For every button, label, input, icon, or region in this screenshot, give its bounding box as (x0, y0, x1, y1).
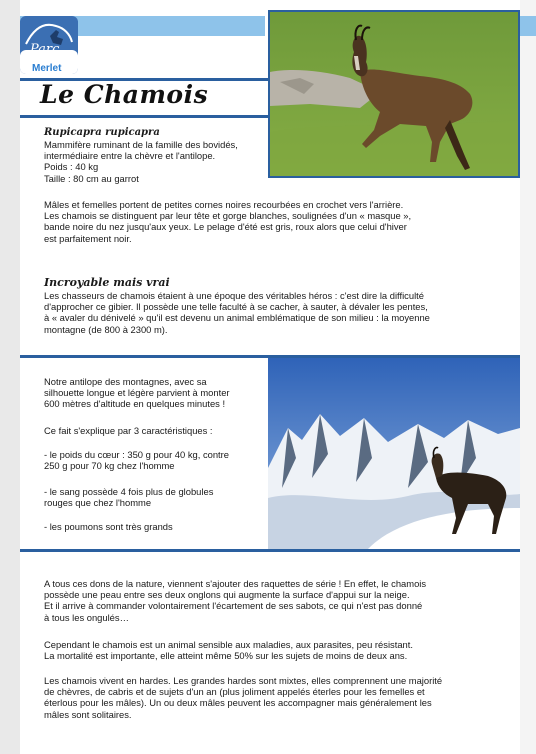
bottom-line: possède une peau entre ses deux onglons qui augmente la surface d'appui sur la neige. (44, 589, 410, 601)
photo-chamois-snow (268, 358, 520, 549)
header-band-right (520, 16, 536, 36)
bullet-line: - les poumons sont très grands (44, 521, 173, 532)
bullet-line: - le sang possède 4 fois plus de globules (44, 486, 214, 497)
bottom-line: de chèvres, de cabris et de sujets d'un an (plus joliment appelés éterles pour les femelles et (44, 686, 425, 698)
description-text (44, 199, 514, 244)
section2-line: d'approcher ce gibier. Il possède une telle faculté à se cacher, à sauter, à dévaler les pentes, (44, 301, 428, 313)
bullet-line: - le poids du cœur : 350 g pour 40 kg, contre (44, 449, 229, 460)
logo-name: Parc (30, 42, 60, 57)
section2-line: montagne (de 800 à 2300 m). (44, 323, 168, 335)
middle-intro (44, 376, 266, 410)
description-line: Mâles et femelles portent de petites cornes noires recourbées en crochet vers l'arrière. (44, 199, 404, 210)
page-title: Le Chamois (40, 80, 209, 109)
bottom-line: à tous les ongulés… (44, 611, 129, 623)
bottom-paragraph-1 (44, 578, 514, 623)
description-line: bande noire du nez jusqu'aux yeux. Le pelage d'été est gris, roux alors que celui d'hiver (44, 221, 407, 233)
intro-line: intermédiaire entre la chèvre et l'antilope. (44, 150, 216, 162)
logo-subname: Merlet (32, 63, 62, 74)
bottom-line: A tous ces dons de la nature, viennent s'ajouter des raquettes de série ! En effet, le chamois (44, 578, 427, 589)
page-margin (520, 0, 536, 754)
bullet-lungs (44, 521, 266, 532)
bottom-paragraph-2 (44, 639, 514, 661)
intro-line: Taille : 80 cm au garrot (44, 172, 139, 184)
middle-lead: Ce fait s'explique par 3 caractéristiques : (44, 425, 213, 436)
description-line: Les chamois se distinguent par leur tête et gorge blanches, soulignées d'un « masque », (44, 210, 412, 222)
middle-line: silhouette longue et légère parvient à monter (44, 387, 230, 399)
section2-text (44, 290, 514, 335)
section-title-incroyable: Incroyable mais vrai (44, 276, 170, 289)
photo-chamois-grass (268, 10, 520, 178)
description-line: est parfaitement noir. (44, 232, 132, 244)
bottom-line: Et il arrive à commander volontairement l'écartement de ses sabots, ce qui n'est pas donné (44, 600, 423, 612)
intro-line: Poids : 40 kg (44, 161, 99, 173)
bottom-line: La mortalité est importante, elle atteint même 50% sur les sujets de moins de deux ans. (44, 650, 408, 662)
intro-text (44, 139, 268, 184)
bullet-heart (44, 449, 266, 471)
middle-line: Notre antilope des montagnes, avec sa (44, 376, 207, 387)
middle-line: 600 mètres d'altitude en quelques minutes ! (44, 398, 226, 410)
bottom-line: mâles sont solitaires. (44, 708, 132, 720)
bullet-line: rouges que chez l'homme (44, 497, 152, 509)
bottom-line: Cependant le chamois est un animal sensible aux maladies, aux parasites, peu résistant. (44, 639, 413, 650)
section2-line: à « avaler du dénivelé » qu'il est devenu un animal emblématique de son milieu : la moyenne (44, 312, 430, 324)
bottom-line: Les chamois vivent en hardes. Les grandes hardes sont mixtes, elles comprennent une majorité (44, 675, 443, 686)
bottom-paragraph-3 (44, 675, 514, 720)
bottom-line: éterlous pour les mâles). Un ou deux mâles peuvent les accompagner mais généralement les (44, 697, 432, 709)
intro-line: Mammifère ruminant de la famille des bovidés, (44, 139, 238, 150)
bullet-line: 250 g pour 70 kg chez l'homme (44, 460, 175, 472)
bullet-blood (44, 486, 266, 508)
section2-line: Les chasseurs de chamois étaient à une époque des véritables héros : c'est dire la difficulté (44, 290, 424, 301)
title-rule-bottom (20, 115, 268, 118)
middle-rule-bottom (20, 549, 520, 552)
species-name: Rupicapra rupicapra (44, 127, 160, 138)
